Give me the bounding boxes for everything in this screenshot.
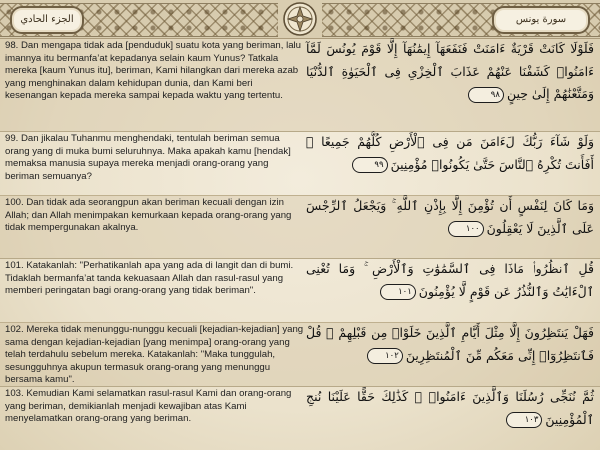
verse-translation: 102. Mereka tidak menunggu-nunggu kecuali [kejadian-kejadian] yang sama dengan kejadian-kejadian [yang menimpa] orang-orang yang telah terdahulu sebelum mereka. Katakanlah: "Maka tunggulah, sesungguhnya akupun termasuk orang-orang yang menunggu bersama kamu".	[5, 324, 304, 386]
juz-label: الجزء الحادي	[10, 6, 84, 34]
page-header	[0, 0, 600, 39]
verse-list	[0, 38, 600, 450]
ayah-number-marker: ١٠٢	[367, 348, 403, 364]
verse-arabic	[306, 131, 594, 176]
verse-arabic-text: فَهَلْ يَنتَظِرُونَ إِلَّا مِثْلَ أَيَّامِ ٱلَّذِينَ خَلَوْا۟ مِن قَبْلِهِمْ ۚ قُلْ فَٱنتَظِرُوٓا۟ إِنِّى مَعَكُم مِّنَ ٱلْمُنتَظِرِينَ	[306, 325, 594, 363]
verse-row-99	[0, 131, 600, 196]
verse-arabic-text: ثُمَّ نُنَجِّى رُسُلَنَا وَٱلَّذِينَ ءَامَنُوا۟ ۚ كَذَٰلِكَ حَقًّا عَلَيْنَا نُنجِ ٱلْمُؤْمِنِينَ	[306, 389, 594, 427]
medallion-icon	[280, 0, 320, 38]
verse-translation: 100. Dan tidak ada seorangpun akan beriman kecuali dengan izin Allah; dan Allah menimpakan kemurkaan kepada orang-orang yang tidak mempergunakan akalnya.	[5, 197, 292, 234]
verse-arabic-text: وَلَوْ شَآءَ رَبُّكَ لَءَامَنَ مَن فِى ٱلْأَرْضِ كُلُّهُمْ جَمِيعًا ۚ أَفَأَنتَ تُكْرِهُ ٱلنَّاسَ حَتَّىٰ يَكُونُوا۟ مُؤْمِنِينَ	[306, 134, 594, 172]
verse-row-98	[0, 38, 600, 132]
ayah-number-marker: ١٠٣	[506, 412, 542, 428]
verse-arabic-text: فَلَوْلَا كَانَتْ قَرْيَةٌ ءَامَنَتْ فَنَفَعَهَآ إِيمَٰنُهَآ إِلَّا قَوْمَ يُونُسَ لَمَّآ ءَامَنُوا۟ كَشَفْنَا عَنْهُمْ عَذَابَ ٱلْخِزْىِ فِى ٱلْحَيَوٰةِ ٱلدُّنْيَا وَمَتَّعْنَٰهُمْ إِلَىٰ حِينٍ	[306, 41, 594, 101]
ayah-number-marker: ١٠٠	[448, 221, 484, 237]
ayah-number-marker: ٩٩	[352, 157, 388, 173]
verse-translation: 103. Kemudian Kami selamatkan rasul-rasul Kami dan orang-orang yang beriman, demikianlah menjadi kewajiban atas Kami menyelamatkan orang-orang yang beriman.	[5, 388, 292, 425]
verse-arabic	[306, 322, 594, 367]
verse-row-101	[0, 258, 600, 323]
verse-arabic	[306, 195, 594, 240]
ayah-number-marker: ٩٨	[468, 87, 504, 103]
verse-arabic-text: وَمَا كَانَ لِنَفْسٍ أَن تُؤْمِنَ إِلَّا بِإِذْنِ ٱللَّهِ ۚ وَيَجْعَلُ ٱلرِّجْسَ عَلَى ٱلَّذِينَ لَا يَعْقِلُونَ	[306, 198, 594, 236]
verse-row-100	[0, 195, 600, 259]
verse-arabic	[306, 38, 594, 106]
surah-label: سورة يونس	[492, 6, 590, 34]
verse-translation: 99. Dan jikalau Tuhanmu menghendaki, tentulah beriman semua orang yang di muka bumi seluruhnya. Maka apakah kamu [hendak] memaksa manusia supaya mereka menjadi orang-orang yang beriman semuanya?	[5, 133, 291, 182]
ayah-number-marker: ١٠١	[380, 284, 416, 300]
verse-arabic-text: قُلِ ٱنظُرُوا۟ مَاذَا فِى ٱلسَّمَٰوَٰتِ وَٱلْأَرْضِ ۚ وَمَا تُغْنِى ٱلْءَايَٰتُ وَٱلنُّذُرُ عَن قَوْمٍ لَّا يُؤْمِنُونَ	[306, 261, 594, 299]
verse-translation: 101. Katakanlah: "Perhatikanlah apa yang ada di langit dan di bumi. Tidaklah bermanfa’at tanda kekuasaan Allah dan rasul-rasul yang memberi peringatan bagi orang-orang yang tidak beriman".	[5, 260, 294, 297]
verse-arabic	[306, 386, 594, 431]
verse-arabic	[306, 258, 594, 303]
verse-row-103	[0, 386, 600, 450]
verse-translation: 98. Dan mengapa tidak ada [penduduk] suatu kota yang beriman, lalu imannya itu bermanfa’at kepadanya selain kaum Yunus? Tatkala mereka [kaum Yunus itu], beriman, Kami hilangkan dari mereka azab yang menghinakan dalam kehidupan dunia, dan Kami beri kesenangan kepada mereka sampai kepada waktu yang tertentu.	[5, 40, 302, 102]
verse-row-102	[0, 322, 600, 387]
